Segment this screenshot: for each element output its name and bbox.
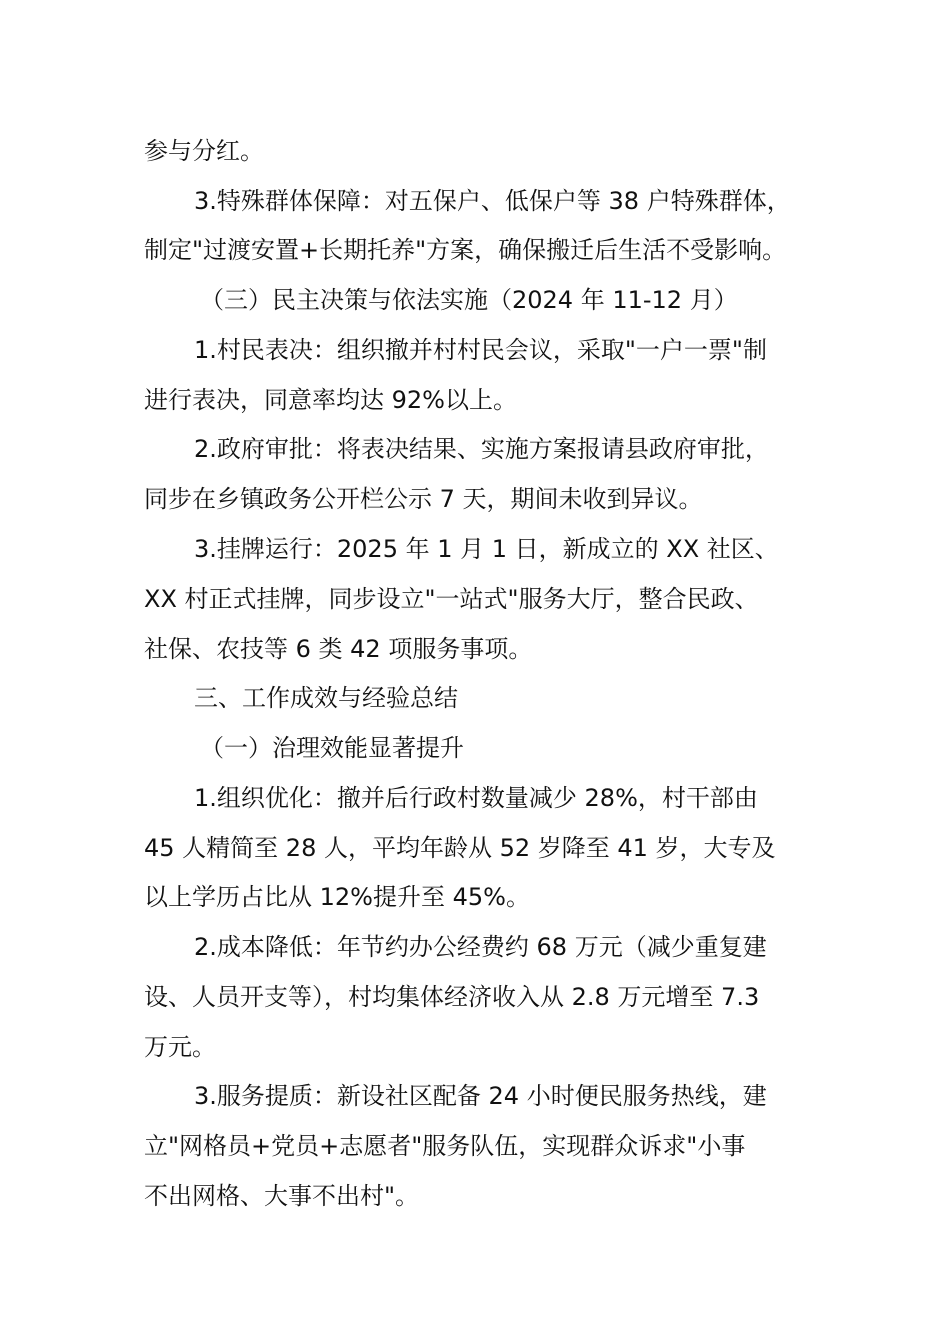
- paragraph-line: 1.村民表决：组织撤并村村民会议，采取"一户一票"制: [194, 336, 767, 364]
- section-heading: （一）治理效能显著提升: [200, 734, 464, 762]
- paragraph-line: XX 村正式挂牌，同步设立"一站式"服务大厅，整合民政、: [144, 585, 759, 613]
- paragraph-line: 制定"过渡安置+长期托养"方案，确保搬迁后生活不受影响。: [144, 236, 787, 264]
- paragraph-line: 以上学历占比从 12%提升至 45%。: [144, 883, 530, 911]
- paragraph-line: 3.挂牌运行：2025 年 1 月 1 日，新成立的 XX 社区、: [194, 535, 779, 563]
- paragraph-line: 立"网格员+党员+志愿者"服务队伍，实现群众诉求"小事: [144, 1132, 746, 1160]
- section-heading: （三）民主决策与依法实施（2024 年 11-12 月）: [200, 286, 738, 314]
- paragraph-line: 设、人员开支等），村均集体经济收入从 2.8 万元增至 7.3: [144, 983, 760, 1011]
- paragraph-line: 2.政府审批：将表决结果、实施方案报请县政府审批，: [194, 435, 769, 463]
- paragraph-line: 同步在乡镇政务公开栏公示 7 天，期间未收到异议。: [144, 485, 703, 513]
- paragraph-line: 参与分红。: [144, 137, 264, 165]
- paragraph-line: 不出网格、大事不出村"。: [144, 1182, 420, 1210]
- paragraph-line: 3.服务提质：新设社区配备 24 小时便民服务热线，建: [194, 1082, 767, 1110]
- paragraph-line: 万元。: [144, 1033, 216, 1061]
- paragraph-line: 3.特殊群体保障：对五保户、低保户等 38 户特殊群体，: [194, 187, 791, 215]
- paragraph-line: 社保、农技等 6 类 42 项服务事项。: [144, 635, 533, 663]
- paragraph-line: 1.组织优化：撤并后行政村数量减少 28%，村干部由: [194, 784, 758, 812]
- paragraph-line: 45 人精简至 28 人，平均年龄从 52 岁降至 41 岁，大专及: [144, 834, 776, 862]
- paragraph-line: 2.成本降低：年节约办公经费约 68 万元（减少重复建: [194, 933, 767, 961]
- chapter-heading: 三、工作成效与经验总结: [194, 684, 458, 712]
- paragraph-line: 进行表决，同意率均达 92%以上。: [144, 386, 517, 414]
